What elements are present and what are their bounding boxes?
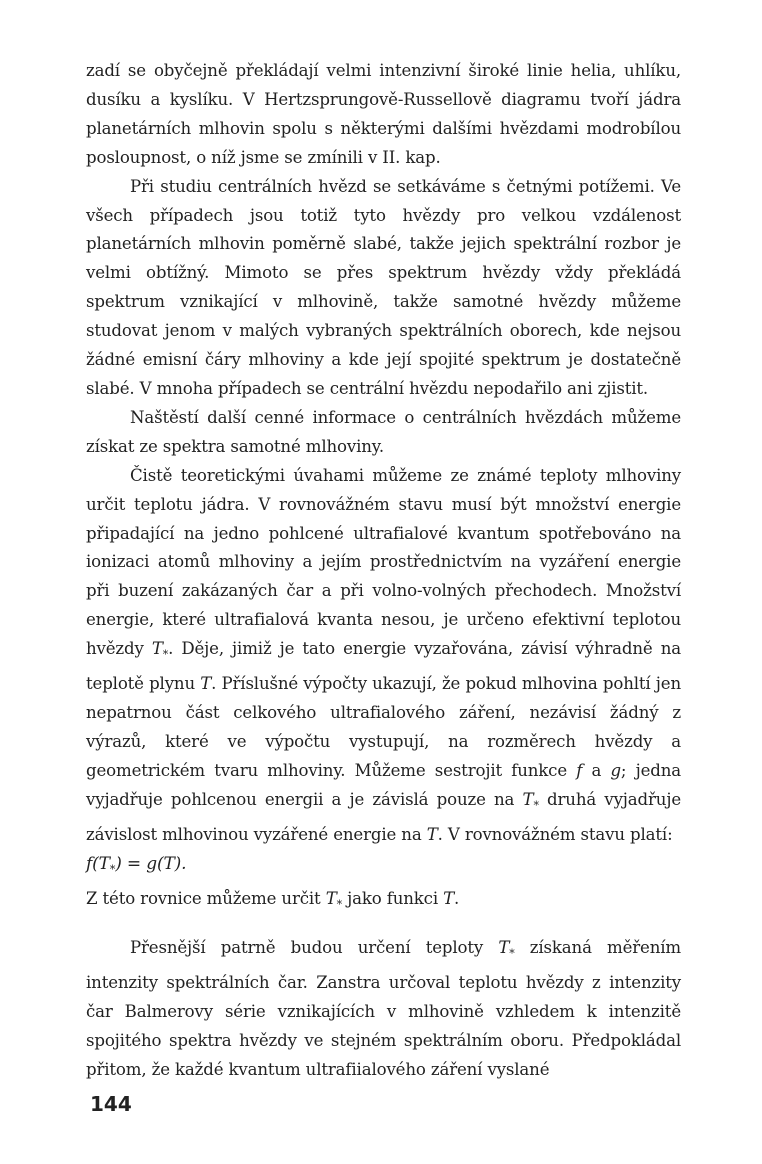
conclusion-text-3: . (454, 889, 460, 909)
sub-star: * (162, 648, 169, 662)
var-t: T (522, 789, 534, 809)
var-t: T (325, 889, 337, 909)
var-t: T (151, 639, 163, 659)
var-t: T (426, 824, 438, 844)
p4-text-1: Čistě teoretickými úvahami můžeme ze známé teploty mlhoviny určit teplotu jádra. V rovnovážném stavu musí být množství energie připadající na jedno pohlcené ultrafialové kvantum spotřebováno na ionizaci atomů mlhoviny a jejím prostřednictvím na vyzáření energie při buzení zakázaných čar a při volno-volných přechodech. Množství energie, které ultrafialová kvanta nesou, je určeno efektivní teplotou hvězdy (86, 465, 681, 659)
conclusion-text-1: Z této rovnice můžeme určit (86, 889, 326, 909)
p5-text-2: získaná měřením intenzity spektrálních čar. Zanstra určoval teplotu hvězdy z intenzity čar Balmerovy série vznikajících v mlhovině vzhledem k intenzitě spojitého spektra hvězdy ve stejném spektrálním oboru. Předpokládal přitom, že každé kvantum ultrafiialového záření vyslané (86, 938, 681, 1079)
var-t: T (498, 938, 510, 958)
var-t: T (443, 889, 455, 909)
paragraph-2: Při studiu centrálních hvězd se setkáváme s četnými potížemi. Ve všech případech jsou totiž tyto hvězdy pro velkou vzdálenost planetárních mlhovin poměrně slabé, takže jejich spektrální rozbor je velmi obtížný. Mimoto se přes spektrum hvězdy vždy překládá spektrum vznikající v mlhovině, takže samotné hvězdy můžeme studovat jenom v malých vybraných spektrálních oborech, kde nejsou žádné emisní čáry mlhoviny a kde její spojité spektrum je dostatečně slabé. V mnoha případech se centrální hvězdu nepodařilo ani zjistit. (86, 176, 681, 398)
var-t: T (200, 674, 212, 694)
p4-text-2: . Děje, jimiž je tato energie vyzařována, závisí výhradně na teplotě plynu (86, 639, 681, 694)
paragraph-5 (86, 934, 681, 1085)
p4-text-6: druhá vyjadřuje závislost mlhovinou vyzářené energie na (86, 789, 682, 844)
p5-text-1: Přesnější patrně budou určení teploty (130, 938, 499, 958)
paragraph-3: Naštěstí další cenné informace o centrálních hvězdách můžeme získat ze spektra samotné mlhoviny. (86, 407, 681, 456)
page-number: 144 (90, 1092, 132, 1116)
p4-text-4: a (582, 760, 611, 780)
sub-star: * (533, 798, 539, 812)
body-text (86, 57, 681, 1085)
p4-text-5: ; jedna vyjadřuje pohlcenou energii a je závislá pouze na (86, 760, 682, 809)
equation-conclusion (86, 885, 681, 920)
sub-star: * (336, 898, 342, 912)
paragraph-4 (86, 462, 681, 850)
p4-text-7: . V rovnovážném stavu platí: (437, 824, 673, 844)
equation-lhs: f(T (86, 854, 110, 875)
equation (86, 849, 681, 885)
paragraph-1: zadí se obyčejně překládají velmi intenzivní široké linie helia, uhlíku, dusíku a kyslíku. V Hertzsprungově-Russellově diagramu tvoří jádra planetárních mlhovin spolu s některými dalšími hvězdami modrobílou posloupnost, o níž jsme se zmínili v II. kap. (86, 61, 681, 167)
var-f: f (576, 760, 583, 780)
conclusion-text-2: jako funkci (341, 889, 444, 909)
var-g: g (610, 760, 621, 780)
equation-star: * (109, 863, 116, 877)
p4-text-3: . Příslušné výpočty ukazují, že pokud mlhovina pohltí jen nepatrnou část celkového ultrafialového záření, nezávisí žádný z výrazů, které ve výpočtu vystupují, na rozměrech hvězdy a geometrickém tvaru mlhoviny. Můžeme sestrojit funkce (86, 674, 681, 780)
sub-star: * (509, 947, 515, 961)
equation-rhs: ) = g(T). (115, 854, 187, 875)
